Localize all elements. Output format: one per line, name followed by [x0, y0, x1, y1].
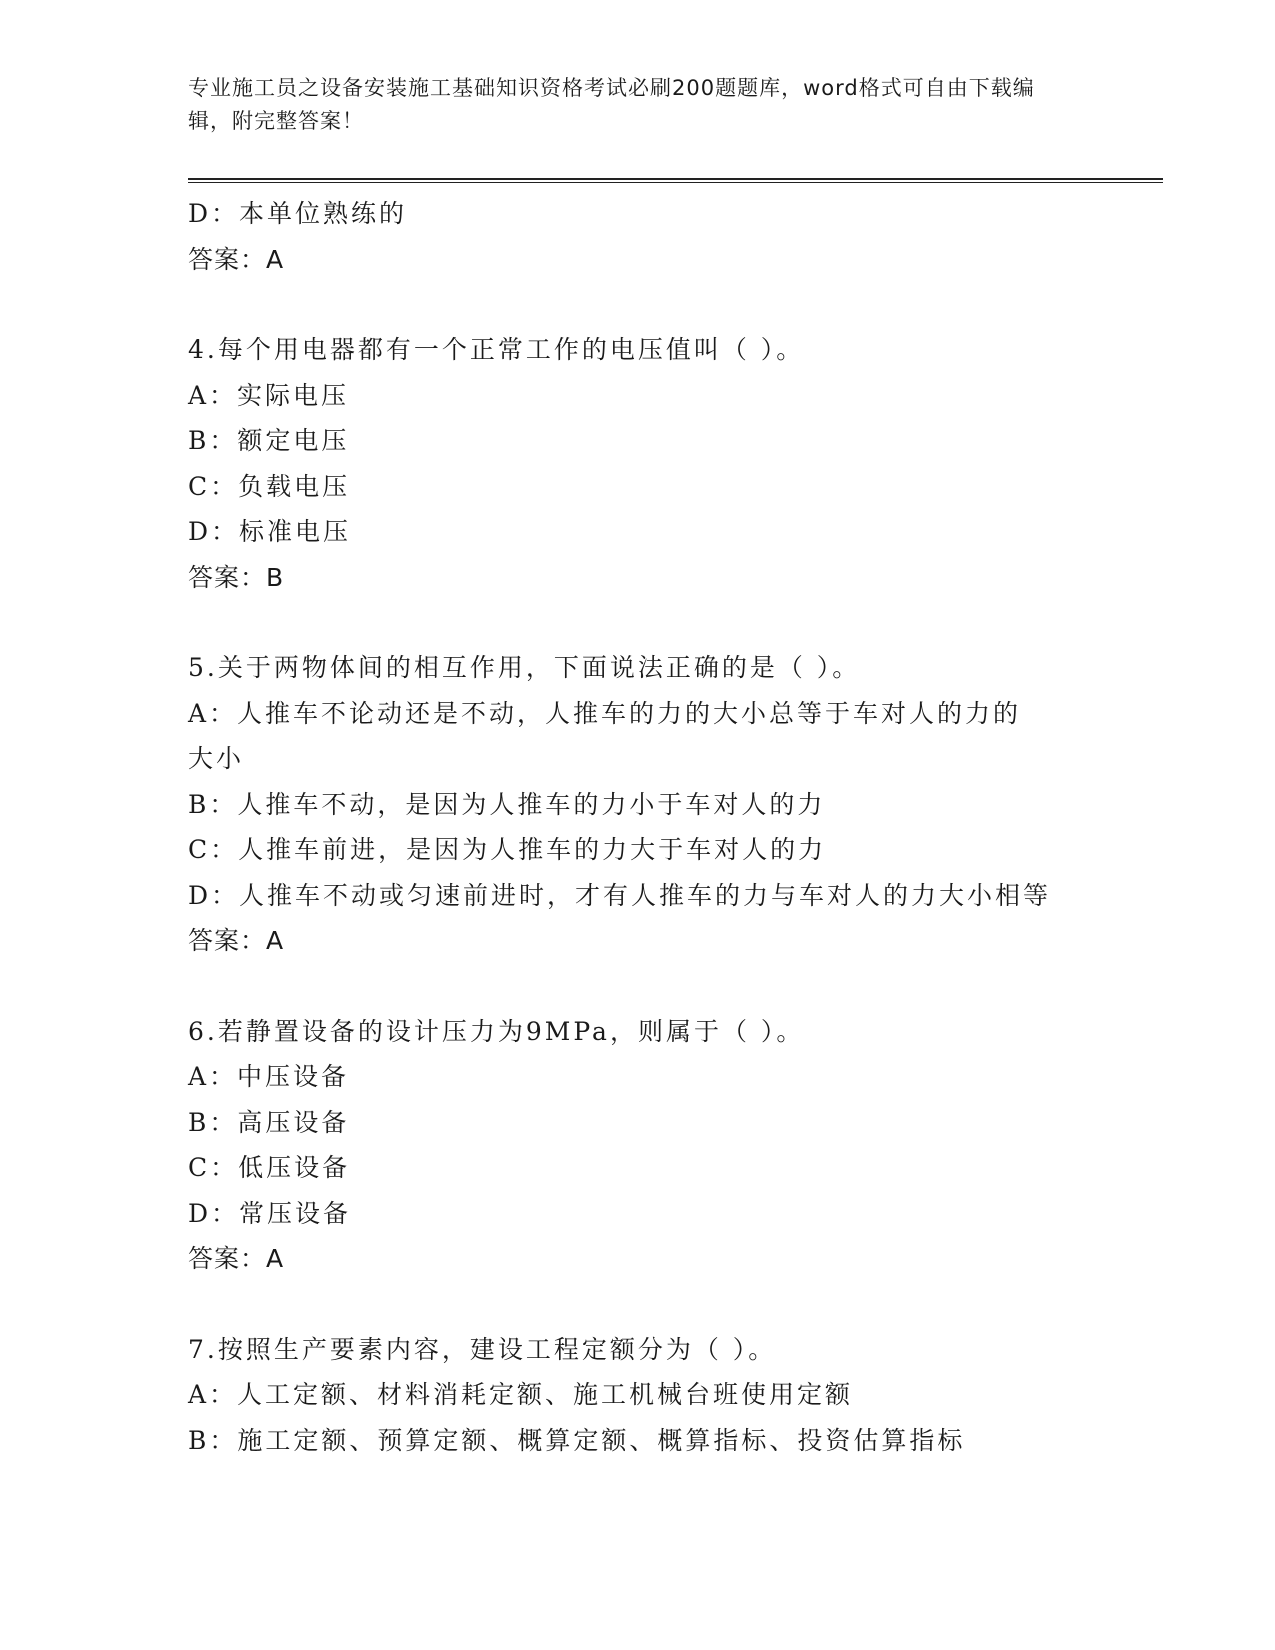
option-b: B：人推车不动，是因为人推车的力小于车对人的力	[188, 789, 826, 819]
option-c: C：负载电压	[188, 471, 351, 501]
option-d: D：标准电压	[188, 517, 352, 546]
option-c: C：低压设备	[188, 1153, 351, 1182]
question-stem: 7.按照生产要素内容，建设工程定额分为（ ）。	[188, 1334, 777, 1364]
spacer	[188, 282, 1088, 327]
answer: 答案：A	[188, 926, 285, 955]
option-c: C：人推车前进，是因为人推车的力大于车对人的力	[188, 835, 827, 864]
page-header: 专业施工员之设备安装施工基础知识资格考试必刷200题题库，word格式可自由下载编辑，附完整答案！	[188, 76, 1035, 133]
prev-option-d: D：本单位熟练的	[188, 199, 408, 228]
option-a: A：中压设备	[188, 1062, 350, 1091]
question-6	[188, 1009, 1088, 1282]
option-b: B：高压设备	[188, 1107, 350, 1137]
question-4	[188, 327, 1088, 600]
option-b: B：额定电压	[188, 426, 350, 455]
option-a: A：实际电压	[188, 380, 350, 410]
question-content	[188, 191, 1088, 1463]
question-stem: 6.若静置设备的设计压力为9MPa，则属于（ ）。	[188, 1016, 805, 1046]
question-7	[188, 1327, 1088, 1464]
question-stem: 5.关于两物体间的相互作用，下面说法正确的是（ ）。	[188, 653, 861, 682]
spacer	[188, 1282, 1088, 1327]
option-a: A：人推车不论动还是不动，人推车的力的大小总等于车对人的力的大小	[188, 698, 1022, 773]
option-d: D：人推车不动或匀速前进时，才有人推车的力与车对人的力大小相等	[188, 880, 1052, 910]
option-d: D：常压设备	[188, 1198, 352, 1228]
spacer	[188, 964, 1088, 1009]
answer: 答案：A	[188, 1244, 285, 1273]
question-stem: 4.每个用电器都有一个正常工作的电压值叫（ ）。	[188, 335, 805, 364]
option-a: A：人工定额、材料消耗定额、施工机械台班使用定额	[188, 1380, 854, 1409]
header-divider	[188, 178, 1163, 183]
spacer	[188, 600, 1088, 645]
question-5	[188, 645, 1088, 964]
answer: 答案：B	[188, 562, 285, 592]
option-b: B：施工定额、预算定额、概算定额、概算指标、投资估算指标	[188, 1425, 966, 1455]
prev-answer: 答案：A	[188, 244, 285, 274]
